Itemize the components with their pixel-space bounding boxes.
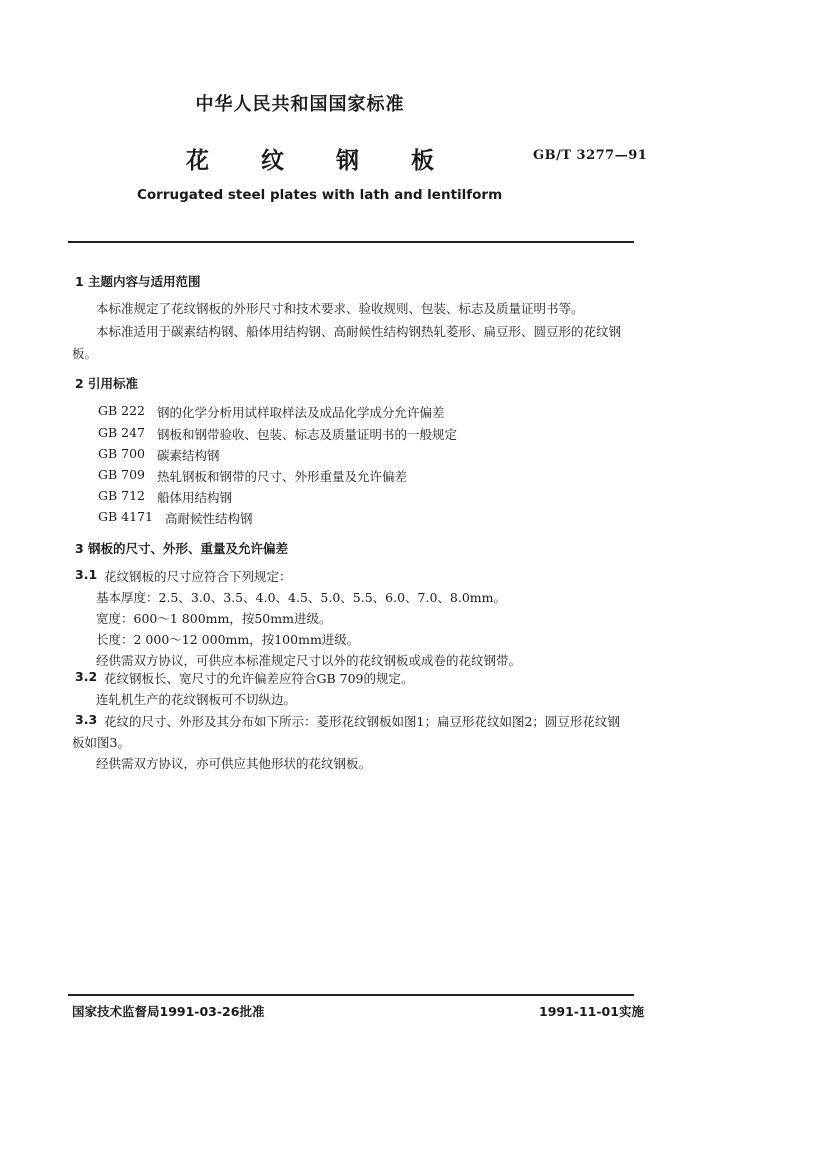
section-1-paragraph-2-cont: 板。 — [72, 346, 98, 361]
clause-3-1-length: 长度：2 000～12 000mm，按100mm进级。 — [96, 632, 360, 647]
ref-code: GB 247 — [98, 425, 146, 440]
section-1-paragraph-2: 本标准适用于碳素结构钢、船体用结构钢、高耐候性结构钢热轧菱形、扁豆形、圆豆形的花纹钢 — [96, 324, 622, 339]
clause-3-2-note: 连轧机生产的花纹钢板可不切纵边。 — [96, 692, 297, 707]
clause-3-1-number: 3.1 — [75, 567, 98, 582]
section-1-paragraph-1: 本标准规定了花纹钢板的外形尺寸和技术要求、验收规则、包装、标志及质量证明书等。 — [96, 301, 584, 316]
section-2-heading: 2 引用标准 — [75, 376, 139, 391]
section-3-heading: 3 钢板的尺寸、外形、重量及允许偏差 — [75, 541, 289, 556]
issuing-authority: 中华人民共和国国家标准 — [195, 94, 405, 115]
effective-date: 1991-11-01实施 — [539, 1004, 644, 1019]
clause-3-3-note: 经供需双方协议，亦可供应其他形状的花纹钢板。 — [96, 756, 372, 771]
clause-3-1-note: 经供需双方协议，可供应本标准规定尺寸以外的花纹钢板或成卷的花纹钢带。 — [96, 653, 522, 668]
document-title: 花纹钢板 — [186, 148, 486, 174]
approval-date: 国家技术监督局1991-03-26批准 — [72, 1004, 265, 1019]
ref-title: 碳素结构钢 — [157, 448, 220, 463]
clause-3-3-text-cont: 板如图3。 — [72, 735, 130, 750]
ref-code: GB 700 — [98, 446, 146, 461]
english-title: Corrugated steel plates with lath and lentilform — [137, 187, 503, 203]
clause-3-1-thickness: 基本厚度：2.5、3.0、3.5、4.0、4.5、5.0、5.5、6.0、7.0、8.0mm。 — [96, 590, 506, 605]
ref-code: GB 222 — [98, 403, 146, 418]
ref-title: 热轧钢板和钢带的尺寸、外形重量及允许偏差 — [157, 469, 408, 484]
header-divider — [68, 241, 634, 243]
clause-3-1-text: 花纹钢板的尺寸应符合下列规定： — [104, 569, 292, 584]
clause-3-1-width: 宽度：600～1 800mm，按50mm进级。 — [96, 611, 332, 626]
section-1-heading: 1 主题内容与适用范围 — [75, 274, 201, 289]
clause-3-3-text: 花纹的尺寸、外形及其分布如下所示：菱形花纹钢板如图1；扁豆形花纹如图2；圆豆形花纹钢 — [104, 714, 620, 729]
ref-title: 高耐候性结构钢 — [165, 511, 253, 526]
clause-3-2-text: 花纹钢板长、宽尺寸的允许偏差应符合GB 709的规定。 — [104, 671, 414, 686]
footer-divider — [68, 994, 634, 996]
ref-code: GB 4171 — [98, 509, 153, 524]
clause-3-2-number: 3.2 — [75, 669, 98, 684]
ref-title: 船体用结构钢 — [157, 490, 233, 505]
ref-title: 钢的化学分析用试样取样法及成品化学成分允许偏差 — [157, 405, 445, 420]
ref-code: GB 712 — [98, 488, 146, 503]
ref-code: GB 709 — [98, 467, 146, 482]
clause-3-3-number: 3.3 — [75, 712, 98, 727]
standard-number: GB/T 3277—91 — [533, 148, 648, 163]
ref-title: 钢板和钢带验收、包装、标志及质量证明书的一般规定 — [157, 427, 458, 442]
